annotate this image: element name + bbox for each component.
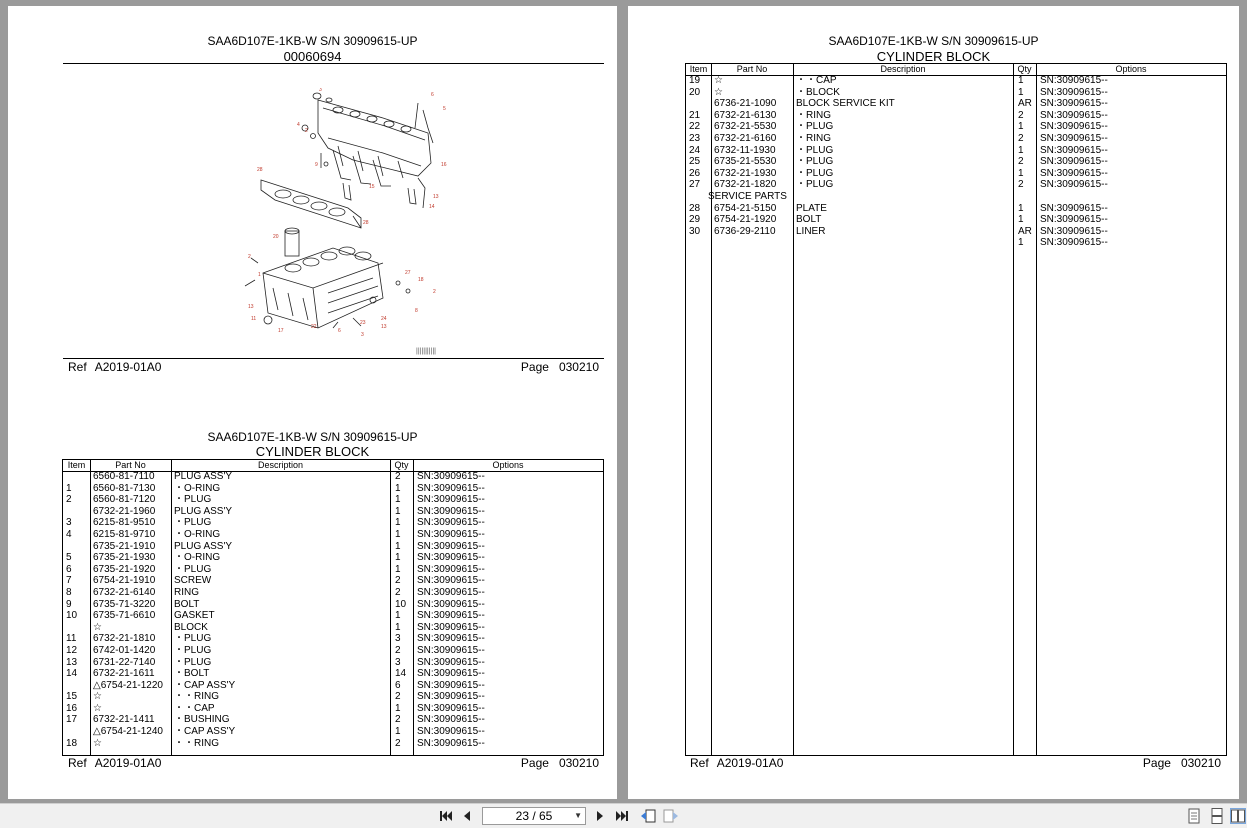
description-cell: ・・RING [174,691,219,703]
item-cell: 19 [689,75,701,86]
left-document-page [8,6,617,799]
item-cell: 24 [689,144,701,156]
qty-cell: 1 [395,610,401,622]
item-cell: 18 [66,737,78,749]
item-cell: 21 [689,109,701,121]
qty-cell: 2 [395,471,401,482]
description-cell: ・O-RING [174,482,221,494]
options-cell: SN:30909615-- [417,610,485,622]
footer-rule [63,358,604,359]
part-no-cell: 6736-29-2110 [714,225,776,237]
part-no-cell: 6732-21-6160 [714,132,777,144]
svg-text:13: 13 [248,304,254,310]
table-row [63,599,603,611]
item-cell: 14 [66,668,78,680]
options-cell: SN:30909615-- [417,679,485,691]
options-cell: SN:30909615-- [1040,144,1108,156]
item-cell: 2 [66,494,72,506]
table-row [686,156,1226,168]
options-cell: SN:30909615-- [1040,132,1108,144]
description-cell: ・PLUG [174,633,212,645]
sheet1-ref: Ref A2019-01A0 [68,360,162,374]
options-cell: SN:30909615-- [1040,156,1108,168]
qty-cell: 1 [395,505,401,517]
table-body [686,75,1226,249]
options-cell: SN:30909615-- [1040,202,1108,214]
part-no-cell: ☆ [93,702,102,714]
description-cell: ・PLUG [796,156,834,168]
svg-text:13: 13 [433,194,439,200]
description-cell: ・BLOCK [796,86,840,98]
options-cell: SN:30909615-- [1040,109,1108,121]
table-row [686,203,1226,215]
options-cell: SN:30909615-- [417,621,485,633]
table-row [63,738,603,750]
part-no-cell: △6754-21-1240 [93,726,163,738]
table-row [63,680,603,692]
table-row [686,87,1226,99]
parts-table-2 [685,63,1227,756]
viewer-toolbar [0,803,1247,828]
options-cell: SN:30909615-- [1040,179,1108,191]
description-cell: ・PLUG [174,494,212,506]
svg-text:13: 13 [381,324,387,330]
svg-text:27: 27 [405,270,411,276]
description-cell: ・RING [796,109,831,121]
part-no-cell: 6732-11-1930 [714,144,776,156]
qty-cell: 1 [395,563,401,575]
description-cell: RING [174,586,199,598]
header-rule [63,63,604,64]
description-cell: BOLT [796,214,822,226]
options-cell: SN:30909615-- [1040,98,1108,110]
options-cell: SN:30909615-- [1040,121,1108,133]
description-cell: ・RING [796,132,831,144]
right-document-page [628,6,1239,799]
description-cell: GASKET [174,610,215,622]
part-no-cell: 6754-21-5150 [714,202,777,214]
svg-text:8: 8 [415,308,418,314]
description-cell: PLUG ASS'Y [174,471,233,482]
table-row [63,610,603,622]
part-no-cell: 6736-21-1090 [714,98,777,110]
description-cell: ・CAP ASS'Y [174,726,236,738]
part-no-cell: 6732-21-1611 [93,668,155,680]
part-no-cell: 6560-81-7120 [93,494,156,506]
part-no-cell: 6735-21-1910 [93,540,156,552]
item-cell: 7 [66,575,72,587]
options-cell: SN:30909615-- [417,540,485,552]
part-no-cell: 6732-21-1411 [93,714,155,726]
table-row [63,506,603,518]
options-cell: SN:30909615-- [417,668,485,680]
table-row [63,691,603,703]
description-cell: ・PLUG [796,167,834,179]
description-cell: ・PLUG [796,144,834,156]
description-cell: LINER [796,225,826,237]
part-no-cell: 6732-21-6140 [93,586,156,598]
options-cell: SN:30909615-- [417,714,485,726]
table-row [63,517,603,529]
previous-view-icon[interactable] [640,808,656,824]
options-cell: SN:30909615-- [1040,86,1108,98]
svg-text:20: 20 [273,234,279,240]
part-no-cell: △6754-21-1220 [93,679,163,691]
last-page-icon[interactable] [614,808,630,824]
svg-text:6: 6 [338,328,341,334]
qty-cell: 1 [395,726,401,738]
table-row [63,541,603,553]
table-row [63,587,603,599]
item-cell: 3 [66,517,72,529]
part-no-cell: 6732-21-1930 [714,167,777,179]
item-cell: 1 [66,482,72,494]
description-cell: BLOCK SERVICE KIT [796,98,895,110]
description-cell: ・CAP ASS'Y [174,679,236,691]
part-no-cell: 6735-21-1920 [93,563,156,575]
part-no-cell: 6754-21-1910 [93,575,156,587]
svg-text:3: 3 [361,332,364,338]
table-row [686,133,1226,145]
svg-text:22: 22 [311,324,317,330]
previous-page-icon[interactable] [459,808,475,824]
item-cell: 8 [66,586,72,598]
options-cell: SN:30909615-- [417,633,485,645]
figure-number: 00060694 [283,49,342,64]
table-row [686,191,1226,203]
part-no-cell: 6735-21-5530 [714,156,777,168]
item-cell: 12 [66,644,78,656]
qty-cell: 1 [395,482,401,494]
qty-cell: 2 [395,644,401,656]
svg-text:14: 14 [429,204,435,210]
svg-text:1: 1 [258,272,261,278]
table-row [686,145,1226,157]
item-cell: 16 [66,702,78,714]
item-cell: 10 [66,610,78,622]
description-cell: ・BOLT [174,668,210,680]
sheet3-ref: Ref A2019-01A0 [690,756,784,770]
part-no-cell: 6215-81-9710 [93,528,156,540]
options-cell: SN:30909615-- [417,575,485,587]
item-cell: 13 [66,656,78,668]
sheet3-model-header: SAA6D107E-1KB-W S/N 30909615-UP [828,34,1039,48]
sheet2-page-number: Page 030210 [520,756,599,770]
table-row [686,179,1226,191]
svg-text:11: 11 [251,316,257,322]
qty-cell: 1 [1018,167,1024,179]
diagram-footer-mark: ||||||||||| [416,348,437,355]
table-row [63,483,603,495]
part-no-cell: ☆ [93,737,102,749]
item-cell: 11 [66,633,77,645]
qty-cell: 3 [395,633,401,645]
part-no-cell: ☆ [714,75,723,86]
item-cell: 28 [689,202,701,214]
svg-text:16: 16 [441,162,447,168]
qty-cell: 2 [1018,179,1024,191]
svg-text:3: 3 [319,88,322,93]
page-number-input[interactable]: 23 / 65 ▼ [482,807,586,825]
facing-pages-view-icon[interactable] [1230,808,1246,824]
qty-cell: 1 [1018,121,1024,133]
next-page-icon[interactable] [592,808,608,824]
first-page-icon[interactable] [438,808,454,824]
svg-text:17: 17 [278,328,284,334]
options-cell: SN:30909615-- [417,644,485,656]
item-cell: 25 [689,156,701,168]
part-no-cell: 6731-22-7140 [93,656,156,668]
description-cell: PLUG ASS'Y [174,540,233,552]
table-row [686,226,1226,238]
options-cell: SN:30909615-- [417,494,485,506]
item-cell: 29 [689,214,701,226]
part-no-cell: 6732-21-1820 [714,179,777,191]
table-row [63,714,603,726]
part-no-cell: ☆ [714,86,723,98]
options-cell: SN:30909615-- [417,586,485,598]
svg-text:18: 18 [418,277,424,283]
description-cell: ・PLUG [174,563,212,575]
part-no-cell: 6732-21-5530 [714,121,777,133]
part-no-cell: 6732-21-1810 [93,633,156,645]
sheet3-title: CYLINDER BLOCK [876,49,991,64]
table-row [686,121,1226,133]
item-cell: 26 [689,167,701,179]
table-row [63,552,603,564]
description-cell: BOLT [174,598,200,610]
qty-cell: 14 [395,668,407,680]
options-cell: SN:30909615-- [417,552,485,564]
part-no-cell: 6754-21-1920 [714,214,777,226]
description-cell: ・・RING [174,737,219,749]
table-header: Item Part No Description Qty Options [686,64,1226,76]
svg-text:24: 24 [381,316,387,322]
qty-cell: 1 [395,621,401,633]
svg-text:9: 9 [315,162,318,168]
table-row [63,645,603,657]
qty-cell: 6 [395,679,401,691]
svg-text:15: 15 [369,184,375,190]
options-cell: SN:30909615-- [417,726,485,738]
sheet2-model-header: SAA6D107E-1KB-W S/N 30909615-UP [207,430,418,444]
sheet2-ref: Ref A2019-01A0 [68,756,162,770]
item-cell: 22 [689,121,701,133]
description-cell: SCREW [174,575,212,587]
part-no-cell: ☆ [93,621,102,633]
qty-cell: 3 [395,656,401,668]
table-row [63,726,603,738]
qty-cell: 2 [395,586,401,598]
table-row [63,494,603,506]
part-no-cell: 6735-71-6610 [93,610,156,622]
description-cell: ・O-RING [174,528,221,540]
table-row [63,668,603,680]
item-cell: 6 [66,563,72,575]
next-view-icon[interactable] [663,808,679,824]
description-cell: ・・CAP [174,702,215,714]
options-cell: SN:30909615-- [417,528,485,540]
item-cell: 15 [66,691,78,703]
table-row [63,575,603,587]
description-cell: BLOCK [174,621,208,633]
table-row [686,110,1226,122]
description-cell: ・PLUG [174,656,212,668]
options-cell: SN:30909615-- [1040,75,1108,86]
qty-cell: 2 [395,714,401,726]
qty-cell: 1 [1018,144,1024,156]
qty-cell: AR [1018,98,1032,110]
svg-text:2: 2 [305,128,308,134]
description-cell: PLUG ASS'Y [174,505,233,517]
table-row [63,529,603,541]
part-no-cell: 6215-81-9510 [93,517,156,529]
item-cell: 4 [66,528,72,540]
qty-cell: 10 [395,598,407,610]
table-row [686,75,1226,87]
options-cell: SN:30909615-- [1040,237,1108,249]
svg-text:5: 5 [443,106,446,112]
sheet1-page-number: Page 030210 [520,360,599,374]
part-no-cell: 6560-81-7130 [93,482,156,494]
options-cell: SN:30909615-- [417,702,485,714]
options-cell: SN:30909615-- [417,471,485,482]
qty-cell: 1 [395,528,401,540]
qty-cell: 1 [1018,86,1024,98]
continuous-view-icon[interactable] [1209,808,1225,824]
description-cell: ・・CAP [796,75,837,86]
table-body [63,471,603,749]
description-cell: ・PLUG [796,121,834,133]
table-row [63,703,603,715]
table-row [63,657,603,669]
part-no-cell: 6735-21-1930 [93,552,156,564]
options-cell: SN:30909615-- [417,656,485,668]
qty-cell: 2 [395,737,401,749]
qty-cell: 1 [1018,75,1024,86]
item-cell: 27 [689,179,701,191]
options-cell: SN:30909615-- [417,482,485,494]
options-cell: SN:30909615-- [1040,214,1108,226]
qty-cell: 1 [395,540,401,552]
qty-cell: 2 [395,691,401,703]
options-cell: SN:30909615-- [1040,167,1108,179]
qty-cell: 1 [395,552,401,564]
item-cell: 20 [689,86,701,98]
part-no-cell: 6732-21-6130 [714,109,777,121]
qty-cell: 2 [1018,132,1024,144]
single-page-view-icon[interactable] [1186,808,1202,824]
table-row [63,564,603,576]
part-no-cell: 6742-01-1420 [93,644,156,656]
item-cell: 17 [66,714,78,726]
options-cell: SN:30909615-- [1040,225,1108,237]
svg-text:2: 2 [433,289,436,295]
svg-text:4: 4 [297,122,300,128]
options-cell: SN:30909615-- [417,737,485,749]
description-cell: ・PLUG [174,517,212,529]
description-cell: PLATE [796,202,827,214]
sheet2-title: CYLINDER BLOCK [255,444,370,459]
sheet3-page-number: Page 030210 [1142,756,1221,770]
qty-cell: 2 [1018,156,1024,168]
qty-cell: 2 [1018,109,1024,121]
qty-cell: 1 [1018,214,1024,226]
part-no-cell: ☆ [93,691,102,703]
svg-text:28: 28 [257,167,263,173]
parts-table-1 [62,459,604,756]
description-cell: ・O-RING [174,552,221,564]
table-row [686,214,1226,226]
description-cell: ・BUSHING [174,714,230,726]
svg-text:28: 28 [363,220,369,226]
options-cell: SN:30909615-- [417,598,485,610]
part-no-cell: SERVICE PARTS [708,190,787,202]
item-cell: 23 [689,132,701,144]
qty-cell: 1 [395,517,401,529]
item-cell: 5 [66,552,72,564]
table-row [63,633,603,645]
table-row [686,168,1226,180]
qty-cell: 1 [395,494,401,506]
item-cell: 30 [689,225,701,237]
part-no-cell: 6560-81-7110 [93,471,155,482]
table-row [63,471,603,483]
options-cell: SN:30909615-- [417,517,485,529]
table-row [686,98,1226,110]
svg-text:6: 6 [431,92,434,98]
page-dropdown-icon[interactable]: ▼ [574,811,582,820]
qty-cell: 1 [1018,237,1024,249]
options-cell: SN:30909615-- [417,505,485,517]
table-header: Item Part No Description Qty Options [63,460,603,472]
sheet1-model-header: SAA6D107E-1KB-W S/N 30909615-UP [207,34,418,48]
options-cell: SN:30909615-- [417,691,485,703]
qty-cell: 2 [395,575,401,587]
item-cell: 9 [66,598,72,610]
part-no-cell: 6732-21-1960 [93,505,156,517]
description-cell: ・PLUG [174,644,212,656]
svg-text:23: 23 [360,320,366,326]
qty-cell: AR [1018,225,1032,237]
description-cell: ・PLUG [796,179,834,191]
options-cell: SN:30909615-- [417,563,485,575]
table-row [686,237,1226,249]
svg-text:2: 2 [248,254,251,260]
part-no-cell: 6735-71-3220 [93,598,156,610]
qty-cell: 1 [1018,202,1024,214]
qty-cell: 1 [395,702,401,714]
table-row [63,622,603,634]
cylinder-block-exploded-diagram [233,88,448,340]
